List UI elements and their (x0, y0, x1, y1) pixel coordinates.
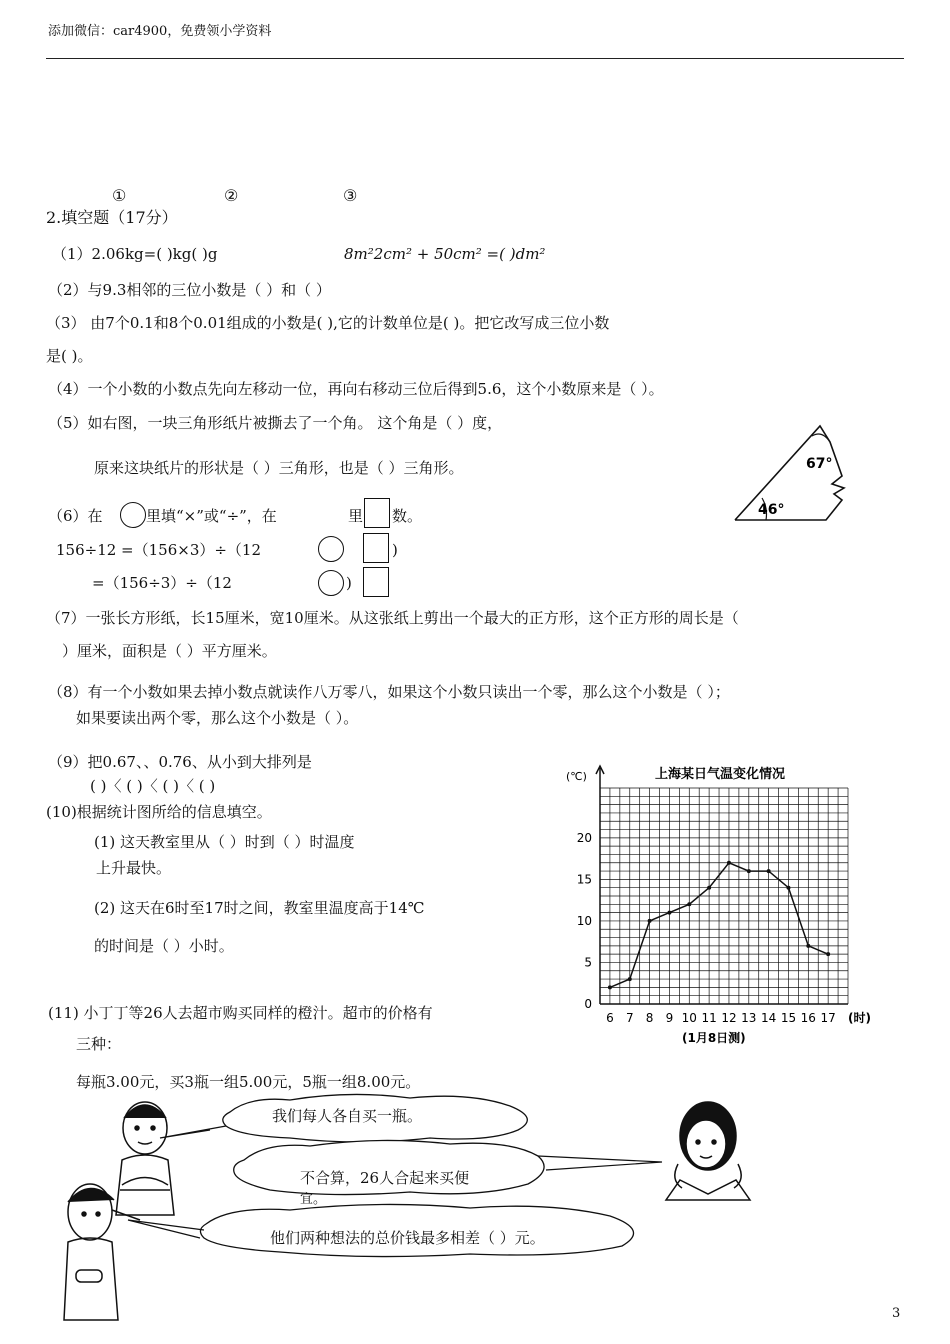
q11-line1: (11) 小丁丁等26人去超市购买同样的橙汁。超市的价格有 (48, 1004, 433, 1022)
q9-line1: （9）把0.67、、0.76、从小到大排列是 (48, 753, 312, 771)
temperature-point (826, 952, 830, 956)
boy-figure-icon (116, 1102, 174, 1215)
eq1-number-square[interactable] (363, 533, 389, 563)
chart-xticks (606, 1011, 836, 1025)
x-tick-label: 13 (741, 1011, 757, 1025)
x-tick-label: 17 (820, 1011, 836, 1025)
x-tick-label: 10 (681, 1011, 697, 1025)
page-header: 添加微信：car4900，免费领小学资料 (48, 24, 272, 39)
chart-xlabel: (时) (848, 1011, 871, 1025)
q10-s2b: 的时间是（ ）小时。 (94, 937, 234, 955)
q6-eq1: 156÷12 =（156×3）÷（12 (56, 541, 262, 559)
q6-prefix: （6）在 (48, 507, 103, 525)
marker-3: ③ (343, 186, 358, 205)
angle-46-label: 46° (758, 502, 785, 518)
eq1-operator-circle[interactable] (318, 536, 344, 562)
q3-line2: 是( )。 (46, 347, 93, 365)
bubble2-text: 不合算，26人合起来买便 (300, 1169, 470, 1187)
temperature-point (786, 886, 790, 890)
q6-suffix: 数。 (392, 507, 423, 525)
page-number: 3 (892, 1306, 901, 1321)
q7-line2: ）厘米，面积是（ ）平方厘米。 (62, 642, 277, 660)
q3-line1: （3） 由7个0.1和8个0.01组成的小数是( ),它的计数单位是( )。把它改写成三位小数 (46, 314, 610, 332)
q11-line2: 三种： (76, 1035, 122, 1053)
temperature-point (608, 985, 612, 989)
torn-triangle-figure (730, 418, 860, 528)
chart-title: 上海某日气温变化情况 (655, 767, 786, 782)
q1-text: （1）2.06kg=( )kg( )g (52, 245, 218, 263)
temperature-point (667, 911, 671, 915)
q1-area-text: 8m²2cm² + 50cm² =( )dm² (344, 245, 546, 263)
cartoon-scene (50, 1090, 780, 1330)
temperature-chart (560, 760, 890, 1050)
q4-text: （4）一个小数的小数点先向左移动一位，再向右移动三位后得到5.6，这个小数原来是（ ）。 (48, 380, 664, 398)
x-tick-label: 14 (760, 1011, 777, 1025)
eq2-number-square[interactable] (363, 567, 389, 597)
q6-eq2: =（156÷3）÷（12 (92, 574, 232, 592)
q10-s2a: (2) 这天在6时至17时之间，教室里温度高于14℃ (94, 899, 425, 917)
y-tick-label: 10 (576, 913, 592, 928)
q5-line1: （5）如右图，一块三角形纸片被撕去了一个角。 这个角是（ ）度， (48, 414, 503, 432)
chart-caption: (1月8日测) (682, 1031, 746, 1045)
y-tick-label: 5 (584, 955, 592, 970)
y-tick-label: 0 (584, 997, 592, 1011)
x-tick-label: 7 (625, 1011, 634, 1025)
x-tick-label: 9 (665, 1011, 674, 1025)
temperature-point (747, 869, 751, 873)
y-tick-label: 15 (576, 872, 592, 887)
q6-in: 里 (348, 507, 364, 525)
x-tick-label: 12 (721, 1011, 737, 1025)
q10-s1b: 上升最快。 (96, 859, 172, 877)
temperature-point (767, 869, 771, 873)
q6-eq2-close: ) (346, 574, 352, 592)
eq2-operator-circle[interactable] (318, 570, 344, 596)
q6-instruction: 里填“×”或“÷”，在 (146, 507, 277, 525)
girl-figure-icon (666, 1102, 750, 1200)
q9-line2: ( )〈 ( )〈 ( )〈 ( ) (90, 777, 216, 795)
x-tick-label: 11 (701, 1011, 717, 1025)
boy-pointing-figure-icon (64, 1184, 140, 1320)
y-tick-label: 20 (576, 830, 592, 845)
q10-title: (10)根据统计图所给的信息填空。 (46, 803, 272, 821)
section-title: 2.填空题（17分） (46, 208, 178, 227)
chart-grid (600, 788, 848, 1004)
marker-2: ② (224, 186, 239, 205)
chart-yticks (577, 831, 592, 1011)
bubble3-text: 他们两种想法的总价钱最多相差（ ）元。 (270, 1229, 545, 1247)
bubble1-text: 我们每人各自买一瓶。 (272, 1107, 423, 1125)
q2-text: （2）与9.3相邻的三位小数是（ ）和（ ） (48, 281, 331, 299)
q11-line3: 每瓶3.00元，买3瓶一组5.00元，5瓶一组8.00元。 (76, 1073, 421, 1091)
chart-ylabel: (℃) (566, 770, 587, 783)
temperature-point (648, 919, 652, 923)
temperature-point (707, 886, 711, 890)
number-square (364, 498, 390, 528)
angle-67-label: 67° (806, 456, 833, 472)
temperature-point (628, 977, 632, 981)
bubble2-text-cont: 宜。 (300, 1192, 327, 1207)
q5-line2: 原来这块纸片的形状是（ ）三角形，也是（ ）三角形。 (94, 459, 464, 477)
x-tick-label: 15 (780, 1011, 797, 1025)
q10-s1a: (1) 这天教室里从（ ）时到（ ）时温度 (94, 833, 355, 851)
x-tick-label: 8 (645, 1011, 654, 1025)
temperature-point (806, 944, 810, 948)
header-divider (46, 58, 904, 59)
marker-1: ① (112, 186, 127, 205)
x-tick-label: 16 (800, 1011, 816, 1025)
q8-line1: （8）有一个小数如果去掉小数点就读作八万零八，如果这个小数只读出一个零，那么这个小数是（ ）； (48, 683, 730, 701)
x-tick-label: 6 (606, 1011, 614, 1025)
q7-line1: （7）一张长方形纸，长15厘米，宽10厘米。从这张纸上剪出一个最大的正方形，这个正方形的周长是（ (46, 609, 739, 627)
temperature-point (687, 902, 691, 906)
q8-line2: 如果要读出两个零，那么这个小数是（ ）。 (76, 709, 359, 727)
temperature-point (727, 861, 731, 865)
q6-eq1-close: ) (392, 541, 398, 559)
operator-circle (120, 502, 146, 528)
